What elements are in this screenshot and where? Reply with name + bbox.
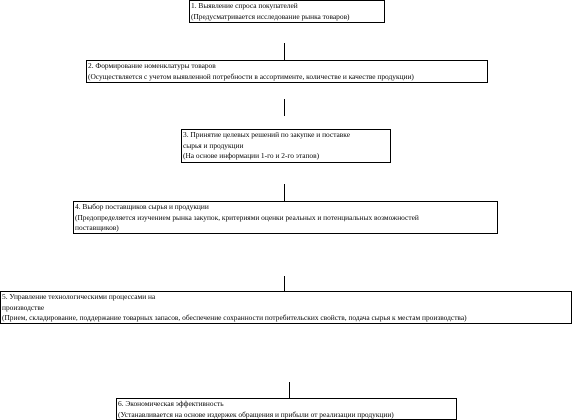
step-3-title: 3. Принятие целевых решений по закупке и поставке <box>183 130 350 139</box>
step-3-box <box>181 129 391 163</box>
step-5-title: 5. Управление технологическими процессами на <box>2 292 156 301</box>
connector-line-2-3 <box>284 99 285 116</box>
step-4-note: (Предопределяется изучением рынка закупок, критериями оценки реальных и потенциальных возможностей <box>75 212 419 222</box>
step-3-note: (На основе информации 1-го и 2-го этапов) <box>183 151 320 161</box>
step-4-box <box>73 201 498 234</box>
connector-line-3-4 <box>284 184 285 201</box>
connector-line-1-2 <box>284 43 285 60</box>
step-3-title-cont: сырья и продукции <box>183 140 244 150</box>
step-6-note: (Устанавливается на основе издержек обращения и прибыли от реализации продукции) <box>118 409 394 419</box>
connector-line-5-6 <box>289 382 290 399</box>
step-4-note-cont: поставщиков) <box>75 223 119 233</box>
step-1-note: (Предусматривается исследование рынка товаров) <box>191 11 350 21</box>
step-6-box <box>116 398 457 420</box>
step-5-box <box>0 291 572 324</box>
step-6-title: 6. Экономическая эффективность <box>118 399 224 408</box>
step-2-note: (Осуществляется с учетом выявленной потребности в ассортименте, количестве и качестве продукции) <box>88 71 414 81</box>
step-1-box <box>189 0 385 23</box>
step-5-note: (Прием, складирование, поддержание товарных запасов, обеспечение сохранности потребительских свойств, подача сырья к местам производства) <box>2 313 467 323</box>
step-4-title: 4. Выбор поставщиков сырья и продукции <box>75 202 209 211</box>
step-2-box <box>86 60 488 83</box>
step-1-title: 1. Выявление спроса покупателей <box>191 1 298 10</box>
step-2-title: 2. Формирование номенклатуры товаров <box>88 61 216 70</box>
step-5-title-cont: производстве <box>2 302 45 312</box>
